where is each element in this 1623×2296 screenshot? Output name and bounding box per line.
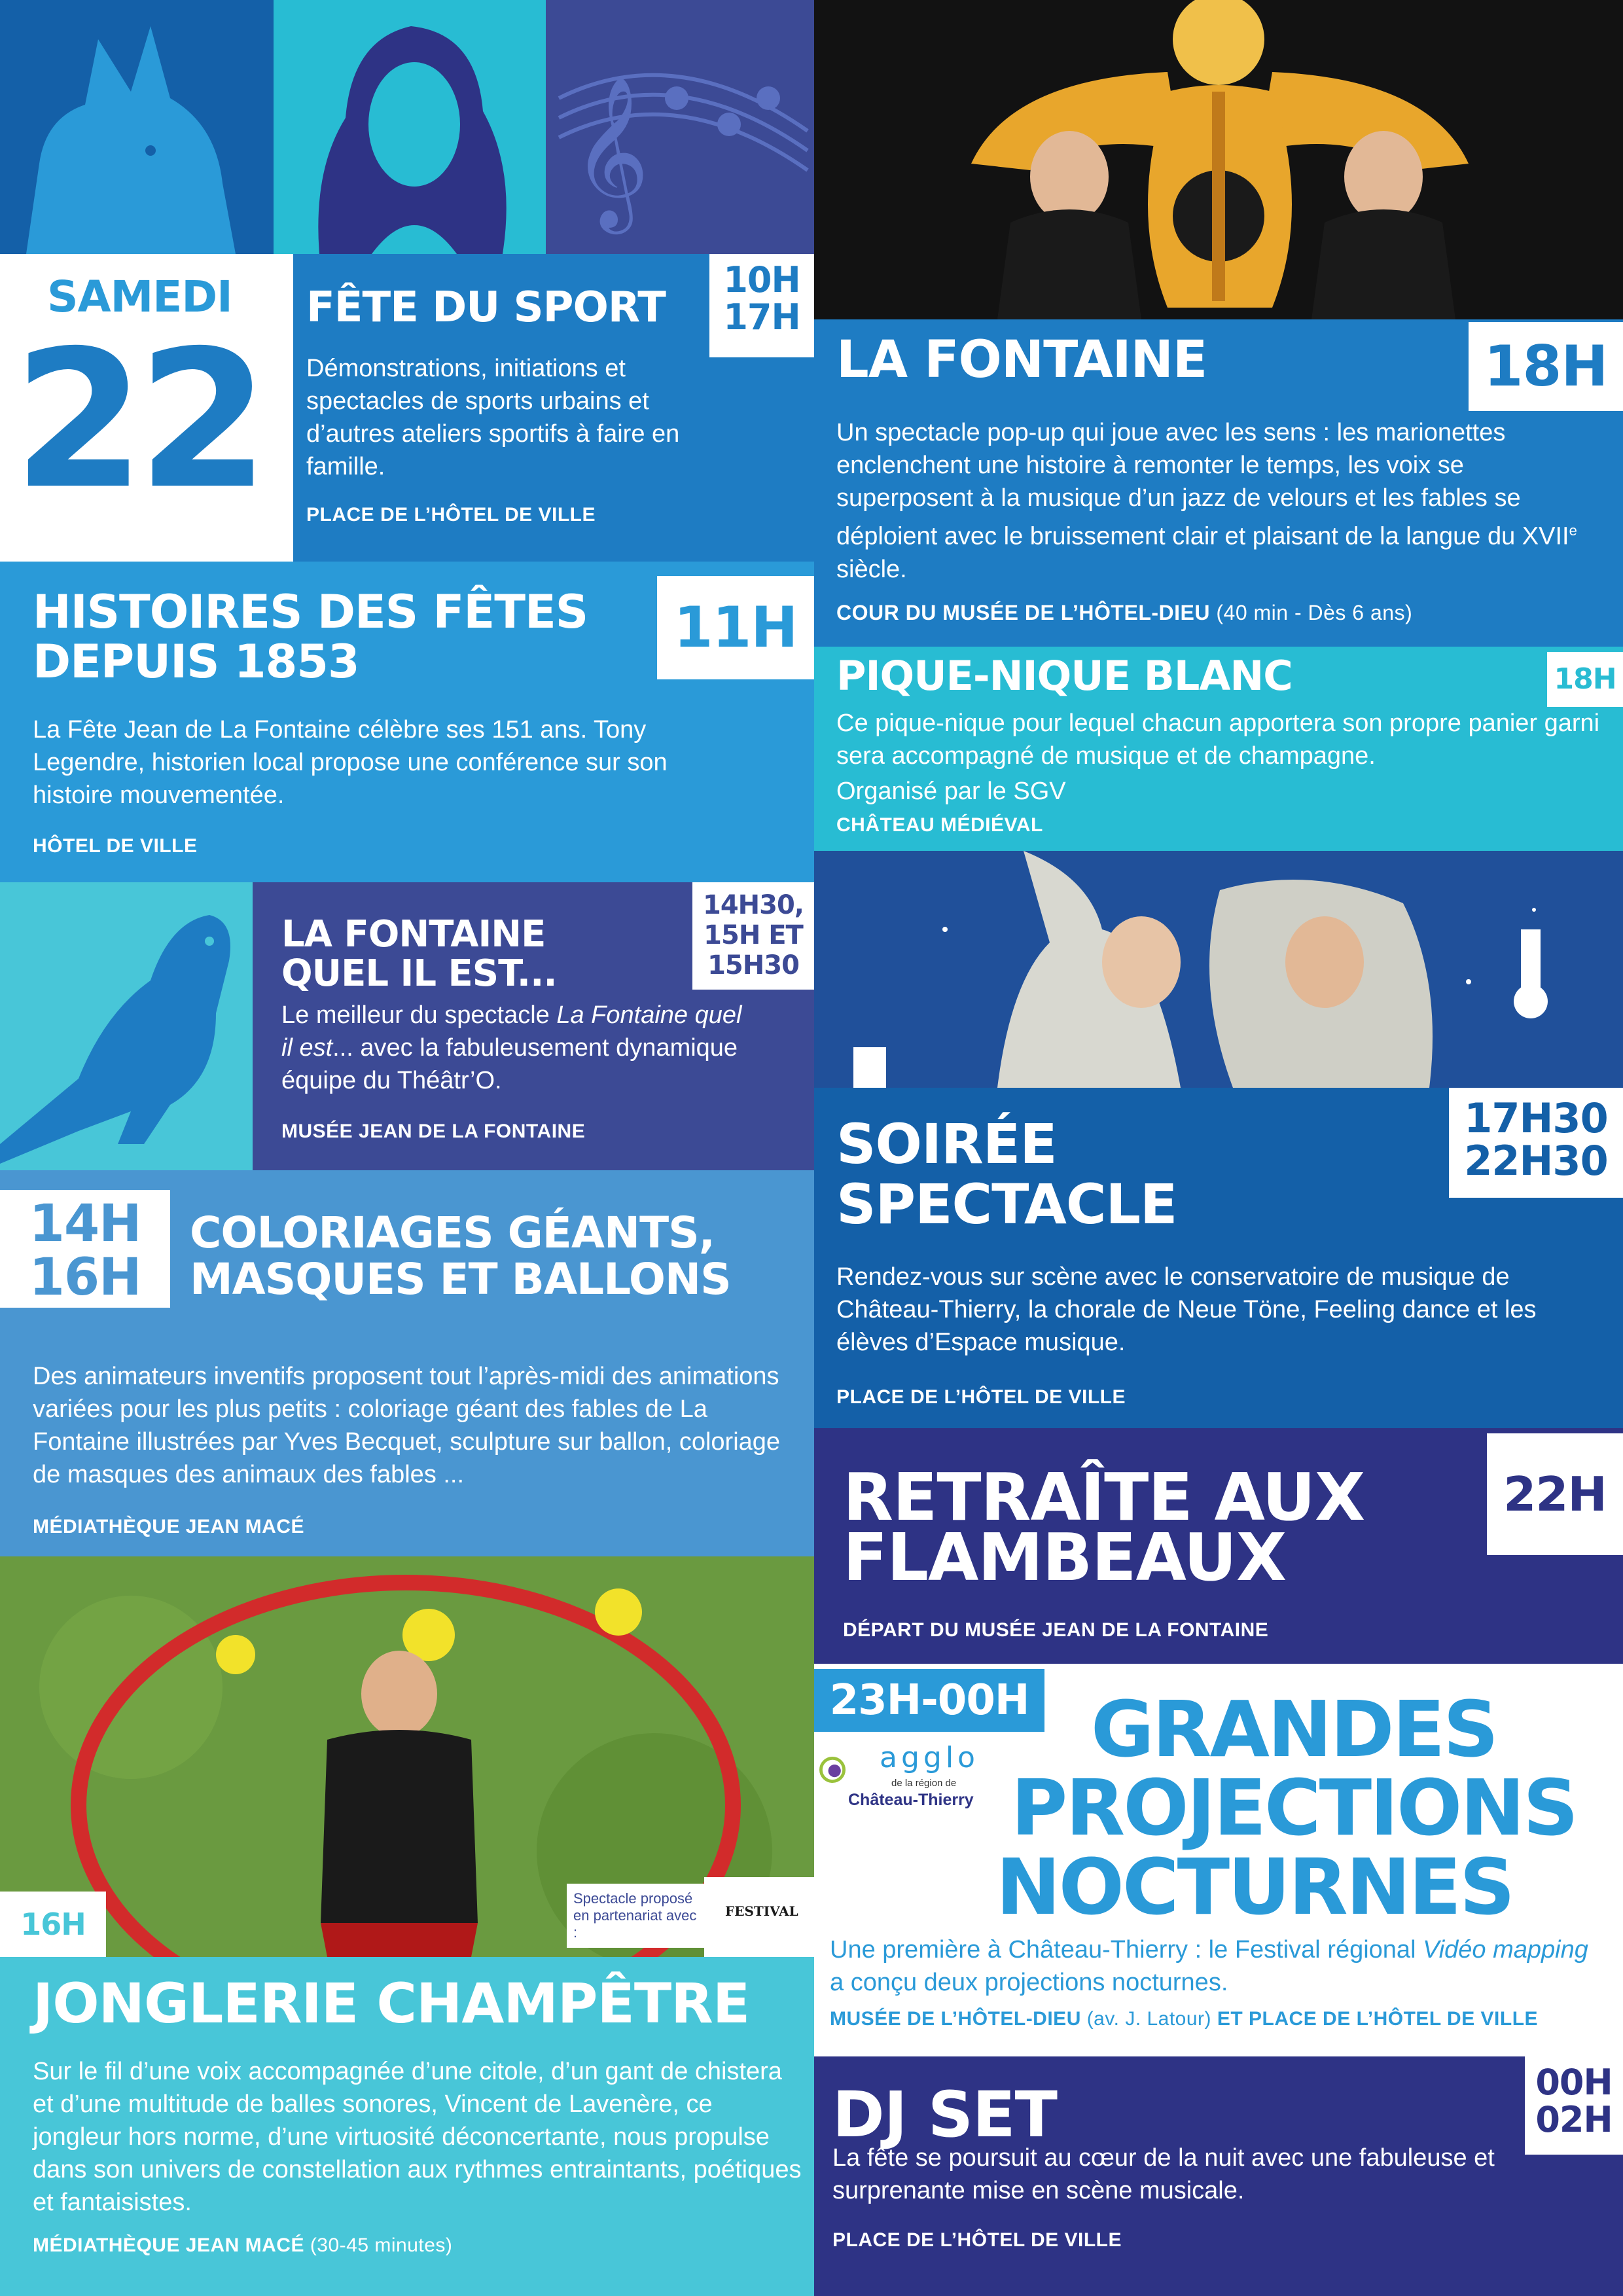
projections-title-line-1: GRANDES <box>1090 1684 1497 1774</box>
coloriages-block <box>0 1170 814 1556</box>
histoires-desc: La Fête Jean de La Fontaine célèbre ses 151 ans. Tony Legendre, historien local propose une conférence sur son histoire mouvementée. <box>33 716 668 809</box>
agglo-sub-2: Château-Thierry <box>848 1791 974 1809</box>
coloriages-location: MÉDIATHÈQUE JEAN MACÉ <box>33 1516 304 1537</box>
pique-nique-title: PIQUE-NIQUE BLANC <box>836 652 1293 700</box>
day-label: SAMEDI <box>47 272 232 322</box>
time-end: 16H <box>29 1247 141 1307</box>
dj-set-title: DJ SET <box>832 2078 1058 2151</box>
retraite-block <box>814 1428 1623 1664</box>
retraite-title <box>843 1459 1365 1596</box>
projections-time: 23H-00H <box>814 1669 1044 1732</box>
fox-icon <box>0 0 274 254</box>
fete-du-sport-time <box>709 254 814 357</box>
time-3: 15H30 <box>707 950 799 980</box>
pique-nique-time: 18H <box>1547 652 1623 707</box>
quel-il-est-title <box>281 915 557 994</box>
projections-block <box>814 1664 1623 2056</box>
music-notes-illustration <box>546 0 814 254</box>
histoires-block <box>0 562 814 882</box>
time-start: 14H <box>29 1194 141 1253</box>
performers-icon <box>814 851 1623 1088</box>
date-panel <box>0 254 293 562</box>
music-note-icon <box>546 0 814 254</box>
projections-location: MUSÉE DE L’HÔTEL-DIEU (av. J. Latour) ET PLACE DE L’HÔTEL DE VILLE <box>830 2008 1539 2030</box>
quel-il-est-desc: Le meilleur du spectacle La Fontaine quel il est... avec la fabuleusement dynamique équipe du Théâtr’O. <box>281 1001 742 1094</box>
time-1: 14H30, <box>703 890 804 920</box>
histoires-title-line-2: DEPUIS 1853 <box>33 634 359 689</box>
quel-il-est-time <box>692 882 814 990</box>
fete-du-sport-desc: Démonstrations, initiations et spectacles de sports urbains et d’autres ateliers sportifs à faire en famille. <box>306 355 680 480</box>
la-fontaine-portrait-illustration <box>274 0 546 254</box>
dj-set-location: PLACE DE L’HÔTEL DE VILLE <box>832 2229 1122 2251</box>
histoires-time: 11H <box>657 576 814 679</box>
dj-set-desc: La fête se poursuit au cœur de la nuit avec une fabuleuse et surprenante mise en scène musicale. <box>832 2144 1495 2204</box>
fete-du-sport-location: PLACE DE L’HÔTEL DE VILLE <box>306 504 596 526</box>
soiree-block <box>814 1088 1623 1428</box>
time-start: 00H <box>1535 2062 1613 2103</box>
time-end: 02H <box>1535 2098 1613 2140</box>
histoires-location: HÔTEL DE VILLE <box>33 835 198 857</box>
costumed-performers-photo <box>814 851 1623 1088</box>
quel-il-est-title-line-2: QUEL IL EST... <box>281 952 557 996</box>
histoires-title-line-1: HISTOIRES DES FÊTES <box>33 585 588 639</box>
projections-title <box>965 1684 1623 1932</box>
fete-du-sport-title: FÊTE DU SPORT <box>306 283 666 332</box>
partner-logo: FESTIVAL <box>704 1877 814 1957</box>
histoires-title <box>33 585 588 689</box>
coloriages-title <box>190 1210 731 1303</box>
fete-du-sport-block <box>293 254 814 562</box>
agglo-sub-1: de la région de <box>891 1778 957 1789</box>
quel-il-est-block <box>253 882 814 1170</box>
retraite-title-line-1: RETRAÎTE AUX <box>843 1459 1365 1535</box>
pique-nique-desc: Ce pique-nique pour lequel chacun apportera son propre panier garni sera accompagné de musique et de champagne. <box>836 709 1600 770</box>
coloriages-desc: Des animateurs inventifs proposent tout l’après-midi des animations variées pour les plus petits : coloriage géant des fables de La Fontaine illustrées par Yves Becquet, sculpture sur ballon, coloriage de masques des animaux des fables ... <box>33 1363 781 1488</box>
agglo-word: agglo <box>880 1741 979 1774</box>
coloriages-title-line-1: COLORIAGES GÉANTS, <box>190 1208 715 1258</box>
time-2: 15H ET <box>704 920 803 950</box>
projections-desc: Une première à Château-Thierry : le Festival régional Vidéo mapping a conçu deux projections nocturnes. <box>830 1936 1588 1996</box>
la-fontaine-desc: Un spectacle pop-up qui joue avec les sens : les marionettes enclenchent une histoire à remonter le temps, les voix se superposent à la musique d’un jazz de velours et les fables se déploient avec le bruissement clair et plaisant de la langue du XVIIe siècle. <box>836 419 1577 583</box>
quel-il-est-title-line-1: LA FONTAINE <box>281 913 546 956</box>
la-fontaine-block <box>814 319 1623 647</box>
time-2: 22H30 <box>1464 1137 1608 1185</box>
agglo-logo <box>819 1740 983 1818</box>
time-start: 10H <box>723 259 800 300</box>
pique-nique-location: CHÂTEAU MÉDIÉVAL <box>836 814 1043 836</box>
la-fontaine-location: COUR DU MUSÉE DE L’HÔTEL-DIEU (40 min - Dès 6 ans) <box>836 601 1413 624</box>
crow-illustration <box>0 882 253 1170</box>
fox-illustration <box>0 0 274 254</box>
puppet-icon <box>814 0 1623 319</box>
retraite-title-line-2: FLAMBEAUX <box>843 1519 1287 1596</box>
crow-icon <box>0 882 253 1170</box>
day-number: 22 <box>13 310 262 531</box>
la-fontaine-title: LA FONTAINE <box>836 331 1207 389</box>
projections-title-line-2: PROJECTIONS <box>1010 1763 1577 1854</box>
dj-set-time <box>1525 2056 1623 2155</box>
svg-text:𝄞: 𝄞 <box>572 75 650 228</box>
soiree-desc: Rendez-vous sur scène avec le conservatoire de musique de Château-Thierry, la chorale de Neue Töne, Feeling dance et les élèves d’Espace musique. <box>836 1263 1537 1356</box>
soiree-title-line-2: SPECTACLE <box>836 1172 1177 1237</box>
coloriages-title-line-2: MASQUES ET BALLONS <box>190 1254 731 1305</box>
retraite-time: 22H <box>1487 1433 1623 1555</box>
projections-title-line-3: NOCTURNES <box>995 1841 1514 1932</box>
dj-set-block <box>814 2056 1623 2296</box>
time-1: 17H30 <box>1464 1094 1608 1142</box>
retraite-location: DÉPART DU MUSÉE JEAN DE LA FONTAINE <box>843 1619 1269 1641</box>
quel-il-est-location: MUSÉE JEAN DE LA FONTAINE <box>281 1121 586 1142</box>
partner-note: Spectacle proposé en partenariat avec : <box>567 1884 704 1948</box>
jonglerie-desc: Sur le fil d’une voix accompagnée d’une citole, d’un gant de chistera et d’une multitude de balles sonores, Vincent de Lavenère, ce jongleur hors norme, d’une virtuosité déconcertante, nous propulse dans son univers de constellation aux rythmes entraintants, poétiques et fantaisistes. <box>33 2058 802 2216</box>
soiree-title <box>836 1114 1177 1235</box>
jonglerie-location: MÉDIATHÈQUE JEAN MACÉ (30-45 minutes) <box>33 2234 453 2256</box>
la-fontaine-time: 18H <box>1469 322 1623 411</box>
soiree-location: PLACE DE L’HÔTEL DE VILLE <box>836 1386 1126 1408</box>
portrait-icon <box>274 0 546 254</box>
pique-nique-organiser: Organisé par le SGV <box>836 778 1066 805</box>
juggler-photo <box>0 1556 814 1957</box>
soiree-time <box>1449 1088 1623 1198</box>
jonglerie-time: 16H <box>0 1892 106 1957</box>
jonglerie-title: JONGLERIE CHAMPÊTRE <box>33 1971 750 2036</box>
time-end: 17H <box>723 296 800 338</box>
coloriages-time <box>0 1190 170 1308</box>
soiree-title-line-1: SOIRÉE <box>836 1112 1057 1176</box>
pique-nique-block <box>814 647 1623 851</box>
puppet-show-photo <box>814 0 1623 319</box>
